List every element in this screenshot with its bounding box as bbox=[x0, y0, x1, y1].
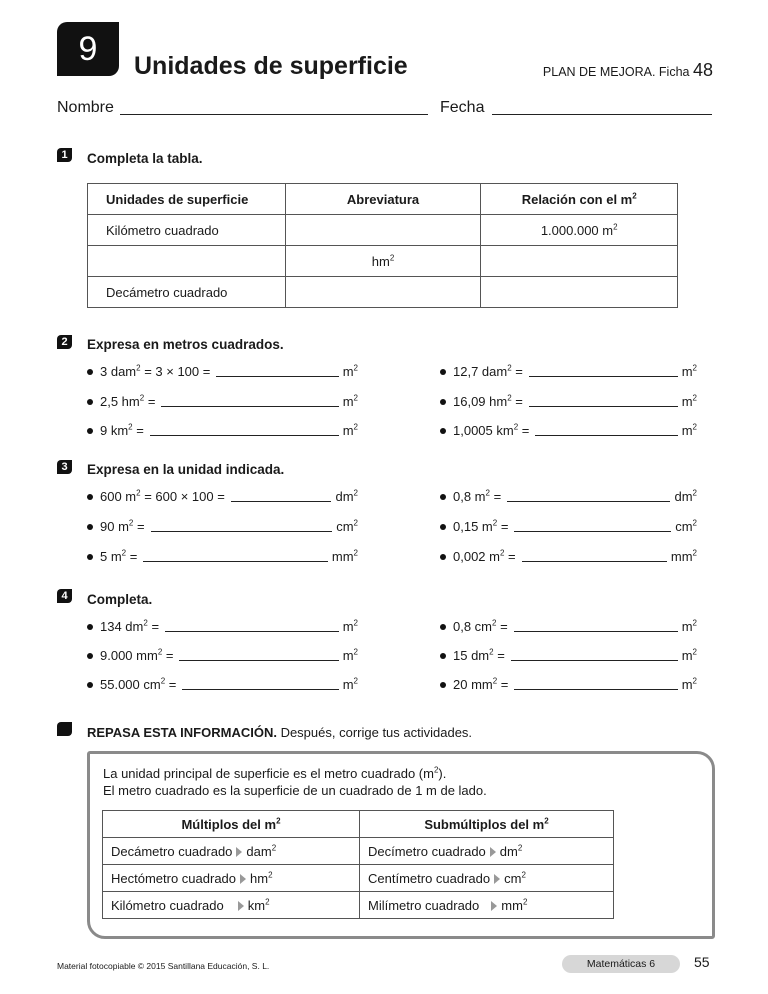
table-cell: Centímetro cuadrado $cm^2$ bbox=[360, 865, 614, 892]
exercise-expression: 3 dam$^2$ = 3 × 100 = bbox=[100, 363, 211, 379]
section-2-title: Expresa en metros cuadrados. bbox=[87, 337, 284, 352]
exercise-item bbox=[440, 394, 697, 409]
exercise-expression: 90 $m^2$ = bbox=[100, 518, 145, 534]
exercise-unit: $m^2$ bbox=[681, 393, 697, 409]
plan-label: PLAN DE MEJORA. Ficha 48 bbox=[542, 60, 713, 80]
table-row bbox=[103, 838, 614, 865]
answer-blank[interactable] bbox=[535, 435, 677, 436]
section-3-number: 3 bbox=[57, 460, 72, 474]
date-label: Fecha bbox=[440, 99, 485, 116]
exercise-item bbox=[87, 364, 358, 379]
section-1-title: Completa la tabla. bbox=[87, 151, 203, 166]
date-field[interactable] bbox=[492, 114, 712, 115]
bullet-icon bbox=[440, 554, 446, 560]
exercise-item bbox=[87, 489, 358, 504]
table-cell: Decímetro cuadrado $dm^2$ bbox=[360, 838, 614, 865]
exercise-unit: $mm^2$ bbox=[670, 548, 697, 564]
multiples-header: Múltiplos del $m^2$ bbox=[103, 811, 360, 838]
section-4-number: 4 bbox=[57, 589, 72, 603]
section-3-title: Expresa en la unidad indicada. bbox=[87, 462, 285, 477]
table-cell-input[interactable] bbox=[88, 246, 286, 277]
exercise-expression: 5 $m^2$ = bbox=[100, 548, 138, 564]
exercise-unit: $m^2$ bbox=[342, 647, 358, 663]
units-table bbox=[87, 183, 678, 308]
answer-blank[interactable] bbox=[514, 531, 671, 532]
bullet-icon bbox=[87, 369, 93, 375]
answer-blank[interactable] bbox=[150, 435, 339, 436]
exercise-item bbox=[440, 677, 697, 692]
bullet-icon bbox=[87, 524, 93, 530]
answer-blank[interactable] bbox=[143, 561, 328, 562]
exercise-unit: $m^2$ bbox=[342, 422, 358, 438]
exercise-expression: 15 $dm^2$ = bbox=[453, 647, 505, 663]
exercise-unit: $m^2$ bbox=[681, 676, 697, 692]
answer-blank[interactable] bbox=[511, 660, 678, 661]
answer-blank[interactable] bbox=[179, 660, 338, 661]
exercise-unit: $m^2$ bbox=[681, 422, 697, 438]
exercise-expression: 0,002 $m^2$ = bbox=[453, 548, 516, 564]
answer-blank[interactable] bbox=[151, 531, 333, 532]
exercise-item bbox=[87, 519, 358, 534]
table-row bbox=[103, 892, 614, 919]
exercise-unit: $mm^2$ bbox=[331, 548, 358, 564]
page-title: Unidades de superficie bbox=[134, 52, 408, 80]
exercise-unit: $dm^2$ bbox=[335, 488, 358, 504]
section-2-number: 2 bbox=[57, 335, 72, 349]
exercise-item bbox=[440, 519, 697, 534]
exercise-unit: $cm^2$ bbox=[675, 518, 697, 534]
info-text: La unidad principal de superficie es el metro cuadrado $(m^2)$. El metro cuadrado es la superficie de un cuadrado de 1 m de lado. bbox=[103, 765, 487, 798]
bullet-icon bbox=[87, 399, 93, 405]
exercise-item bbox=[440, 423, 697, 438]
bullet-icon bbox=[440, 399, 446, 405]
exercise-expression: 0,8 $m^2$ = bbox=[453, 488, 502, 504]
table-cell-input[interactable] bbox=[481, 246, 678, 277]
table-cell: Decámetro cuadrado dam$^2$ bbox=[103, 838, 360, 865]
exercise-expression: 9 $km^2$ = bbox=[100, 422, 144, 438]
arrow-right-icon bbox=[236, 847, 242, 857]
copyright-text: Material fotocopiable © 2015 Santillana Educación, S. L. bbox=[57, 961, 270, 971]
plan-number: 48 bbox=[692, 60, 713, 80]
exercise-expression: 16,09 $hm^2$ = bbox=[453, 393, 523, 409]
answer-blank[interactable] bbox=[529, 406, 678, 407]
exercise-unit: $dm^2$ bbox=[674, 488, 697, 504]
table-row bbox=[88, 277, 678, 308]
bullet-icon bbox=[440, 494, 446, 500]
table-cell: 1.000.000 $m^2$ bbox=[481, 215, 678, 246]
table-cell: Decámetro cuadrado bbox=[88, 277, 286, 308]
table-cell: Kilómetro cuadrado $km^2$ bbox=[103, 892, 360, 919]
exercise-expression: 9.000 $mm^2$ = bbox=[100, 647, 174, 663]
table-cell-input[interactable] bbox=[285, 215, 481, 246]
bullet-icon bbox=[87, 653, 93, 659]
exercise-unit: $m^2$ bbox=[681, 363, 697, 379]
review-title: REPASA ESTA INFORMACIÓN. Después, corrige tus actividades. bbox=[87, 725, 473, 740]
table-cell-input[interactable] bbox=[285, 277, 481, 308]
exercise-expression: 0,15 $m^2$ = bbox=[453, 518, 509, 534]
relation-header: Relación con el $m^2$ bbox=[481, 184, 678, 215]
answer-blank[interactable] bbox=[507, 501, 670, 502]
exercise-unit: $m^2$ bbox=[342, 676, 358, 692]
table-cell: Kilómetro cuadrado bbox=[88, 215, 286, 246]
exercise-expression: 12,7 dam$^2$ = bbox=[453, 363, 523, 379]
exercise-item bbox=[440, 549, 697, 564]
exercise-item bbox=[440, 648, 697, 663]
exercise-expression: 20 $mm^2$ = bbox=[453, 676, 509, 692]
multiples-table bbox=[102, 810, 614, 919]
table-cell: Hectómetro cuadrado $hm^2$ bbox=[103, 865, 360, 892]
exercise-item bbox=[87, 549, 358, 564]
bullet-icon bbox=[87, 428, 93, 434]
answer-blank[interactable] bbox=[165, 631, 339, 632]
exercise-unit: $cm^2$ bbox=[336, 518, 358, 534]
table-cell-input[interactable] bbox=[481, 277, 678, 308]
name-field[interactable] bbox=[120, 114, 428, 115]
exercise-item bbox=[87, 423, 358, 438]
bullet-icon bbox=[440, 524, 446, 530]
exercise-item bbox=[440, 489, 697, 504]
answer-blank[interactable] bbox=[216, 376, 338, 377]
arrow-right-icon bbox=[490, 847, 496, 857]
abbr-header: Abreviatura bbox=[285, 184, 481, 215]
bullet-icon bbox=[87, 494, 93, 500]
section-4-title: Completa. bbox=[87, 592, 153, 607]
answer-blank[interactable] bbox=[161, 406, 338, 407]
exercise-item bbox=[87, 619, 358, 634]
exercise-unit: $m^2$ bbox=[342, 363, 358, 379]
exercise-expression: 55.000 $cm^2$ = bbox=[100, 676, 177, 692]
exercise-unit: $m^2$ bbox=[342, 618, 358, 634]
bullet-icon bbox=[440, 369, 446, 375]
answer-blank[interactable] bbox=[231, 501, 332, 502]
table-row bbox=[88, 246, 678, 277]
bullet-icon bbox=[440, 624, 446, 630]
page-number: 55 bbox=[694, 954, 710, 970]
table-row bbox=[103, 865, 614, 892]
table-row bbox=[88, 215, 678, 246]
name-label: Nombre bbox=[57, 99, 114, 116]
book-title: Matemáticas 6 bbox=[562, 955, 680, 973]
arrow-right-icon bbox=[240, 874, 246, 884]
answer-blank[interactable] bbox=[182, 689, 338, 690]
exercise-item bbox=[440, 364, 697, 379]
exercise-item bbox=[440, 619, 697, 634]
bullet-icon bbox=[87, 554, 93, 560]
submultiples-header: Submúltiplos del $m^2$ bbox=[360, 811, 614, 838]
exercise-item bbox=[87, 394, 358, 409]
unit-number-badge: 9 bbox=[57, 22, 119, 76]
answer-blank[interactable] bbox=[529, 376, 678, 377]
exercise-expression: 2,5 $hm^2$ = bbox=[100, 393, 156, 409]
arrow-right-icon bbox=[494, 874, 500, 884]
exercise-item bbox=[87, 677, 358, 692]
bullet-icon bbox=[440, 682, 446, 688]
arrow-right-icon bbox=[491, 901, 497, 911]
bullet-icon bbox=[440, 428, 446, 434]
exercise-expression: 1,0005 $km^2$ = bbox=[453, 422, 530, 438]
bullet-icon bbox=[87, 624, 93, 630]
exercise-expression: 600 $m^2 = 600 \times 100$ = bbox=[100, 488, 225, 504]
exercise-unit: $m^2$ bbox=[681, 647, 697, 663]
exercise-unit: $m^2$ bbox=[342, 393, 358, 409]
exercise-unit: $m^2$ bbox=[681, 618, 697, 634]
bullet-icon bbox=[87, 682, 93, 688]
review-marker bbox=[57, 722, 72, 736]
exercise-expression: 134 $dm^2$ = bbox=[100, 618, 160, 634]
answer-blank[interactable] bbox=[514, 631, 678, 632]
exercise-expression: 0,8 $cm^2$ = bbox=[453, 618, 508, 634]
table-cell: Milímetro cuadrado $mm^2$ bbox=[360, 892, 614, 919]
table-cell: $hm^2$ bbox=[285, 246, 481, 277]
answer-blank[interactable] bbox=[522, 561, 667, 562]
arrow-right-icon bbox=[238, 901, 244, 911]
section-1-number: 1 bbox=[57, 148, 72, 162]
answer-blank[interactable] bbox=[514, 689, 677, 690]
bullet-icon bbox=[440, 653, 446, 659]
units-header: Unidades de superficie bbox=[88, 184, 286, 215]
exercise-item bbox=[87, 648, 358, 663]
